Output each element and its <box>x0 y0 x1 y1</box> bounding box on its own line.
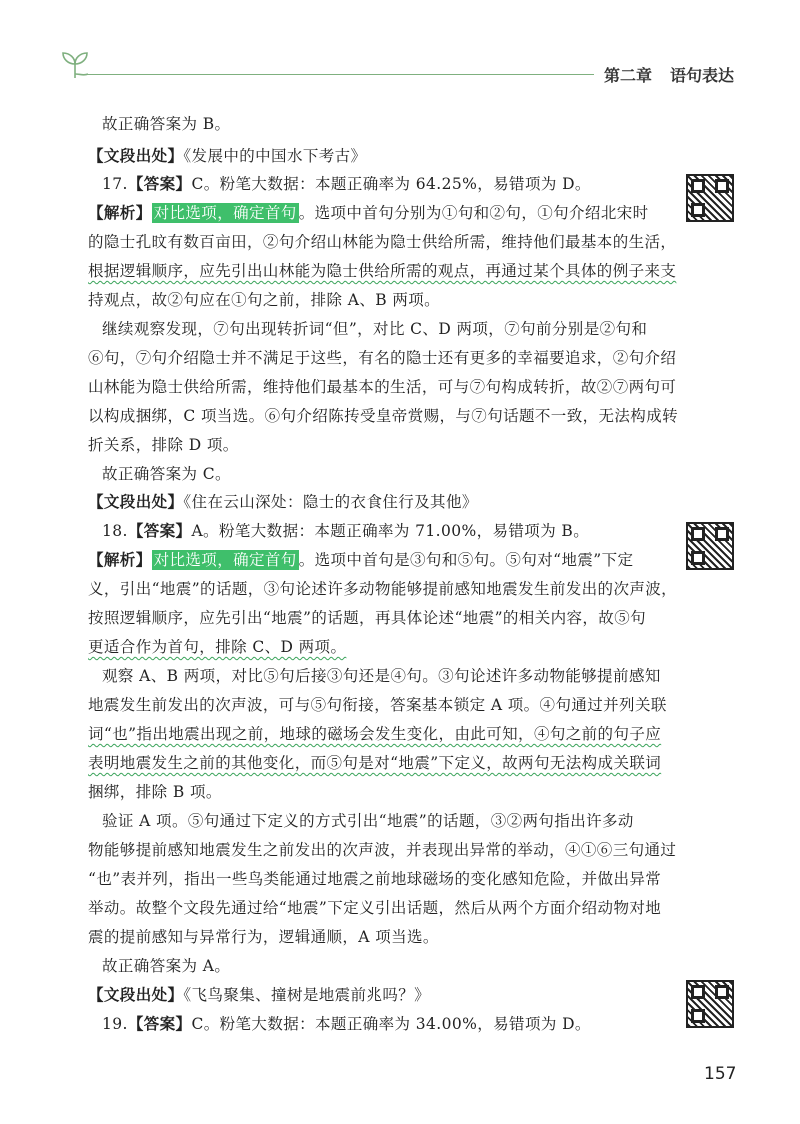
text-line: 举动。故整个文段先通过给“地震”下定义引出话题，然后从两个方面介绍动物对地 <box>88 899 662 917</box>
analysis-tag: 【解析】 <box>88 204 152 222</box>
highlight-label: 对比选项，确定首句 <box>153 204 297 222</box>
text-line: 的隐士孔旼有数百亩田，②句介绍山林能为隐士供给所需，维持他们最基本的生活， <box>88 233 677 251</box>
text-line: 义，引出“地震”的话题，③句论述许多动物能够提前感知地震发生前发出的次声波， <box>88 580 678 598</box>
source-tag: 【文段出处】 <box>88 493 184 511</box>
qr-code-icon <box>686 522 734 570</box>
answer-tag: 【答案】 <box>127 522 192 540</box>
answer-line-17: 17.【答案】C。粉笔大数据：本题正确率为 64.25%，易错项为 D。 <box>102 175 591 193</box>
text-line: 继续观察发现，⑦句出现转折词“但”，对比 C、D 两项，⑦句前分别是②句和 <box>102 320 648 338</box>
text-line: 词“也”指出地震出现之前，地球的磁场会发生变化，由此可知，④句之前的句子应 <box>88 725 662 743</box>
text-line: 地震发生前发出的次声波，可与⑤句衔接，答案基本锁定 A 项。④句通过并列关联 <box>88 696 667 714</box>
answer-line-18: 18.【答案】A。粉笔大数据：本题正确率为 71.00%，易错项为 B。 <box>102 522 590 540</box>
header-rule <box>86 74 594 75</box>
text-line: 故正确答案为 C。 <box>102 465 231 483</box>
section-label: 语句表达 <box>670 66 735 85</box>
text-line: 更适合作为首句，排除 C、D 两项。 <box>88 638 347 656</box>
text-line: ⑥句，⑦句介绍隐士并不满足于这些，有名的隐士还有更多的幸福要追求，②句介绍 <box>88 349 677 367</box>
answer-tag: 【答案】 <box>127 175 192 193</box>
text-line: 观察 A、B 两项，对比⑤句后接③句还是④句。③句论述许多动物能够提前感知 <box>102 667 661 685</box>
source-line: 【文段出处】《飞鸟聚集、撞树是地震前兆吗？》 <box>88 986 431 1004</box>
chapter-header <box>604 63 734 86</box>
source-line: 【文段出处】《住在云山深处：隐士的衣食住行及其他》 <box>88 493 478 511</box>
analysis-line: 【解析】 对比选项，确定首句 。选项中首句分别为①句和②句，①句介绍北宋时 <box>88 204 649 222</box>
text-line: 表明地震发生之前的其他变化，而⑤句是对“地震”下定义，故两句无法构成关联词 <box>88 754 662 772</box>
text-line: 故正确答案为 B。 <box>102 115 231 133</box>
leaf-icon <box>58 50 92 80</box>
text-line: “也”表并列，指出一些鸟类能通过地震之前地球磁场的变化感知危险，并做出异常 <box>88 870 662 888</box>
source-line: 【文段出处】《发展中的中国水下考古》 <box>88 147 367 165</box>
text-line: 以构成捆绑，C 项当选。⑥句介绍陈抟受皇帝赏赐，与⑦句话题不一致，无法构成转 <box>88 407 678 425</box>
text-line: 物能够提前感知地震发生之前发出的次声波，并表现出异常的举动，④①⑥三句通过 <box>88 841 677 859</box>
source-tag: 【文段出处】 <box>88 986 184 1004</box>
text-line: 折关系，排除 D 项。 <box>88 436 239 454</box>
text-line: 持观点，故②句应在①句之前，排除 A、B 两项。 <box>88 291 441 309</box>
qr-code-icon <box>686 174 734 222</box>
text-line: 按照逻辑顺序，应先引出“地震”的话题，再具体论述“地震”的相关内容，故⑤句 <box>88 609 646 627</box>
qr-code-icon <box>686 980 734 1028</box>
highlight-label: 对比选项，确定首句 <box>153 551 297 569</box>
chapter-label: 第二章 <box>604 66 653 85</box>
text-line: 根据逻辑顺序，应先引出山林能为隐士供给所需的观点，再通过某个具体的例子来支 <box>88 262 677 280</box>
text-line: 故正确答案为 A。 <box>102 957 231 975</box>
analysis-tag: 【解析】 <box>88 551 152 569</box>
text-line: 验证 A 项。⑤句通过下定义的方式引出“地震”的话题，③②两句指出许多动 <box>102 812 634 830</box>
text-line: 震的提前感知与异常行为，逻辑通顺，A 项当选。 <box>88 928 439 946</box>
page-number: 157 <box>704 1064 737 1084</box>
source-tag: 【文段出处】 <box>88 147 184 165</box>
text-line: 山林能为隐士供给所需，维持他们最基本的生活，可与⑦句构成转折，故②⑦两句可 <box>88 378 677 396</box>
answer-tag: 【答案】 <box>127 1015 192 1033</box>
analysis-line: 【解析】 对比选项，确定首句 。选项中首句是③句和⑤句。⑤句对“地震”下定 <box>88 551 634 569</box>
text-line: 捆绑，排除 B 项。 <box>88 783 222 801</box>
answer-line-19: 19.【答案】C。粉笔大数据：本题正确率为 34.00%，易错项为 D。 <box>102 1015 591 1033</box>
